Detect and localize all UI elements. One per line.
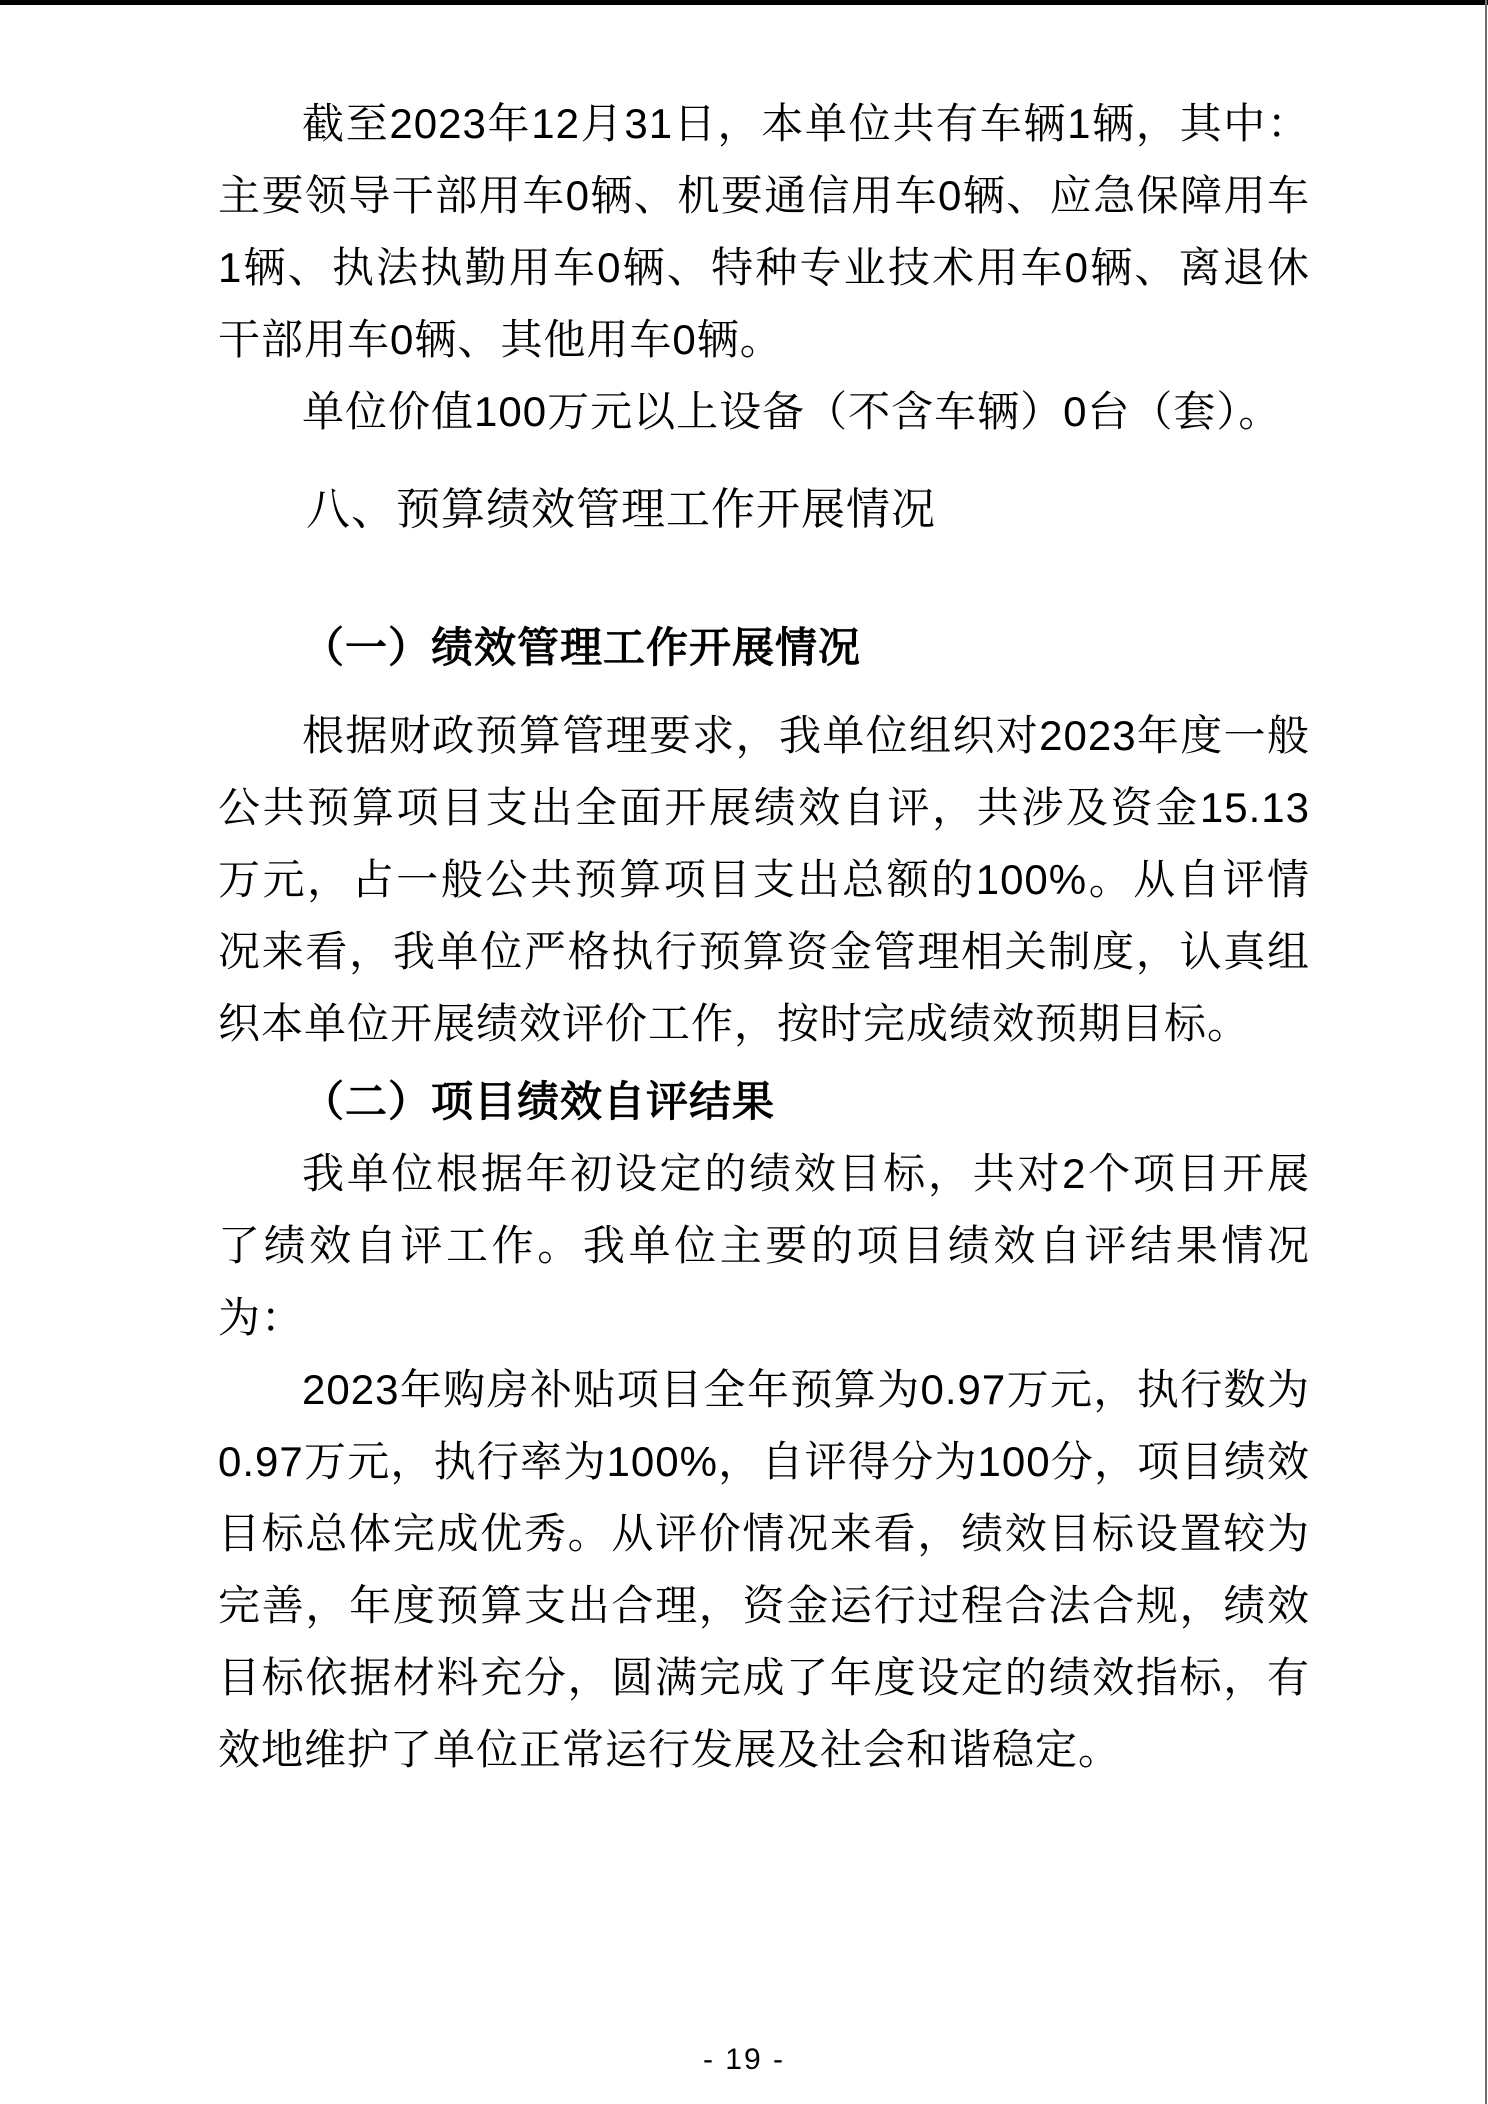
page-right-scan-line	[1485, 0, 1487, 2104]
para-equipment: 单位价值100万元以上设备（不含车辆）0台（套）。	[302, 388, 1282, 435]
subsection-heading-self-evaluation-result: （二）项目绩效自评结果	[302, 1078, 776, 1125]
para-performance-overview: 根据财政预算管理要求，我单位组织对2023年度一般公共预算项目支出全面开展绩效自评，共涉及资金15.13万元，占一般公共预算项目支出总额的100%。从自评情况来看，我单位严格执行预算资金管理相关制度，认真组织本单位开展绩效评价工作，按时完成绩效预期目标。	[218, 712, 1310, 1047]
document-body	[218, 88, 1310, 1786]
subsection-heading-performance-management: （一）绩效管理工作开展情况	[302, 624, 862, 671]
para-vehicle-count: 截至2023年12月31日，本单位共有车辆1辆，其中：主要领导干部用车0辆、机要通信用车0辆、应急保障用车1辆、执法执勤用车0辆、特种专业技术用车0辆、离退休干部用车0辆、其他用车0辆。	[218, 100, 1310, 363]
page-top-border	[0, 0, 1488, 5]
para-project-result: 2023年购房补贴项目全年预算为0.97万元，执行数为0.97万元，执行率为100%，自评得分为100分，项目绩效目标总体完成优秀。从评价情况来看，绩效目标设置较为完善，年度预算支出合理，资金运行过程合法合规，绩效目标依据材料充分，圆满完成了年度设定的绩效指标，有效地维护了单位正常运行发展及社会和谐稳定。	[218, 1366, 1310, 1773]
para-self-evaluation: 我单位根据年初设定的绩效目标，共对2个项目开展了绩效自评工作。我单位主要的项目绩效自评结果情况为：	[218, 1150, 1310, 1341]
section-heading-budget-performance: 八、预算绩效管理工作开展情况	[306, 485, 936, 534]
page-number: - 19 -	[702, 2043, 786, 2076]
